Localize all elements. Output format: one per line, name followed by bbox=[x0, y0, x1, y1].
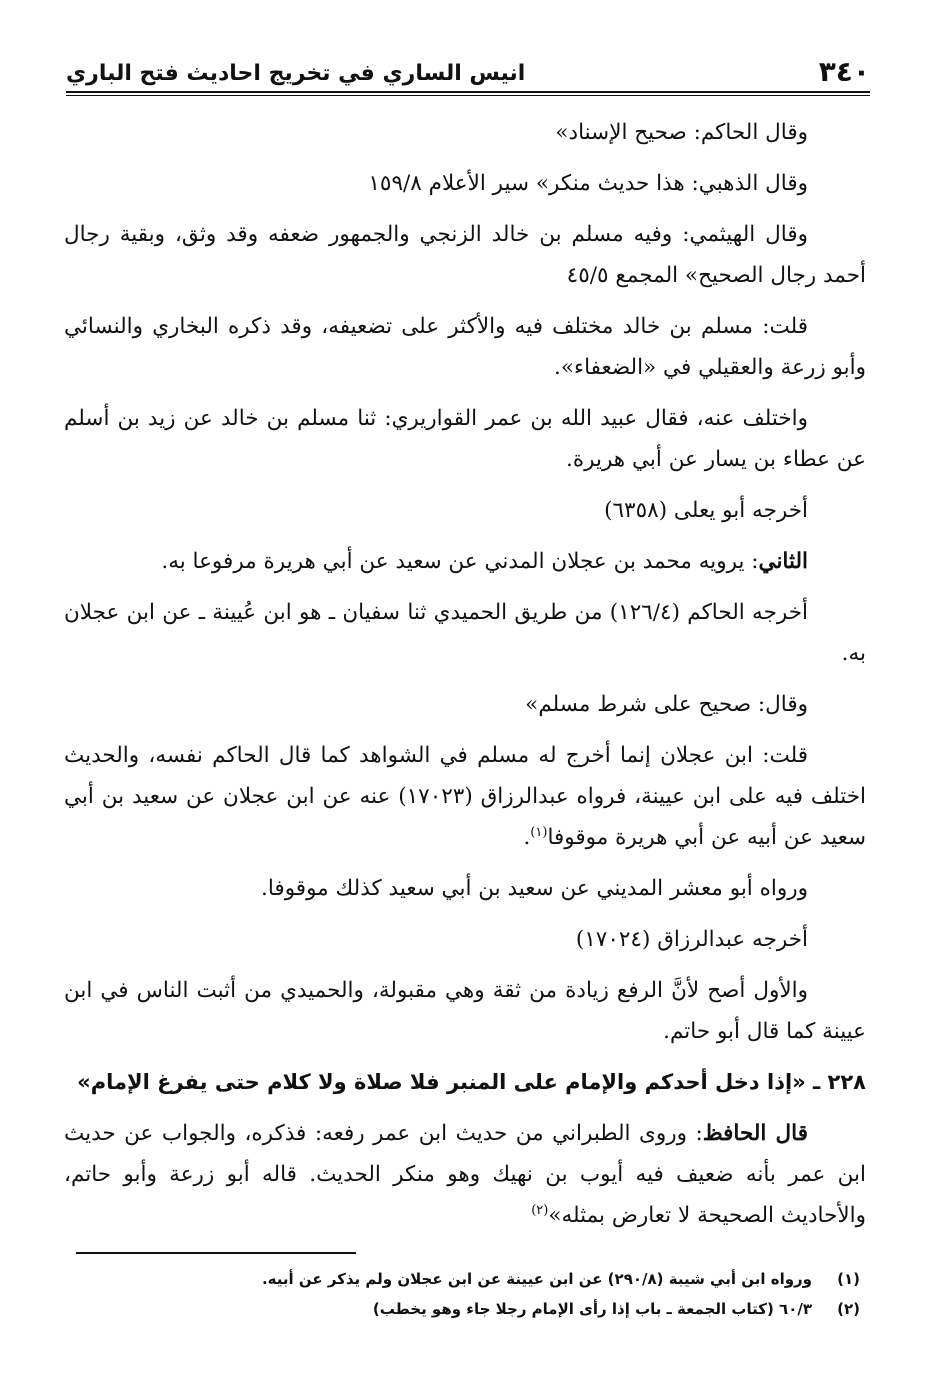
page-header bbox=[66, 52, 870, 88]
paragraph-hakim: وقال الحاكم: صحيح الإسناد» bbox=[555, 120, 808, 145]
paragraph-hakim-takhrij: أخرجه الحاكم (١٢٦/٤) من طريق الحميدي ثنا سفيان ـ هو ابن عُيينة ـ عن ابن عجلان به. bbox=[64, 600, 866, 666]
running-title: انيس الساري في تخريج احاديث فتح الباري bbox=[66, 61, 526, 86]
paragraph-conclusion: والأول أصح لأنَّ الرفع زيادة من ثقة وهي مقبولة، والحميدي من أثبت الناس في ابن عيينة كما قال أبو حاتم. bbox=[64, 978, 866, 1044]
lead-word: الثاني bbox=[758, 549, 808, 574]
footnote-text: ٦٠/٣ (كتاب الجمعة ـ باب إذا رأى الإمام رجلا جاء وهو يخطب) bbox=[372, 1300, 812, 1318]
footnote-1 bbox=[70, 1264, 860, 1294]
footnote-number: (١) bbox=[837, 1270, 860, 1288]
hadith-heading-228: ٢٢٨ ـ «إذا دخل أحدكم والإمام على المنبر فلا صلاة ولا كلام حتى يفرغ الإمام» bbox=[77, 1070, 866, 1094]
paragraph-dhahabi: وقال الذهبي: هذا حديث منكر» سير الأعلام ١٥٩/٨ bbox=[368, 171, 808, 196]
paragraph-abu-mashar: ورواه أبو معشر المديني عن سعيد بن أبي سعيد كذلك موقوفا. bbox=[261, 876, 808, 901]
paragraph-abdurrazzaq: أخرجه عبدالرزاق (١٧٠٢٤) bbox=[575, 927, 808, 952]
paragraph-qultu-1: قلت: مسلم بن خالد مختلف فيه والأكثر على تضعيفه، وقد ذكره البخاري والنسائي وأبو زرعة والعقيلي في «الضعفاء». bbox=[64, 314, 866, 380]
footnotes bbox=[70, 1264, 860, 1324]
footnote-rule bbox=[76, 1252, 356, 1254]
paragraph-hafiz: قال الحافظ: وروى الطبراني من حديث ابن عمر رفعه: فذكره، والجواب عن حديث ابن عمر بأنه ضعيف فيه أيوب بن نهيك وهو منكر الحديث. قاله أبو زرعة وأبو حاتم، والأحاديث الصحيحة لا تعارض بمثله»$^{(٢)}$ bbox=[64, 1121, 866, 1228]
page-number: ٣٤٠ bbox=[818, 55, 870, 88]
paragraph-qultu-2: قلت: ابن عجلان إنما أخرج له مسلم في الشواهد كما قال الحاكم نفسه، والحديث اختلف فيه على ابن عيينة، فرواه عبدالرزاق (١٧٠٢٣) عنه عن ابن عجلان عن سعيد بن أبي سعيد عن أبيه عن أبي هريرة موقوفا$^{(١)}$. bbox=[64, 743, 866, 850]
header-rule-thin bbox=[66, 95, 870, 96]
main-text bbox=[64, 112, 866, 1246]
footnote-number: (٢) bbox=[837, 1300, 860, 1318]
lead-word: قال الحافظ bbox=[702, 1121, 808, 1146]
header-rule bbox=[66, 91, 870, 93]
paragraph-haythami: وقال الهيثمي: وفيه مسلم بن خالد الزنجي والجمهور ضعفه وقد وثق، وبقية رجال أحمد رجال الصحيح» المجمع ٤٥/٥ bbox=[64, 222, 866, 288]
paragraph-ikhtalafa: واختلف عنه، فقال عبيد الله بن عمر القواريري: ثنا مسلم بن خالد عن زيد بن أسلم عن عطاء بن يسار عن أبي هريرة. bbox=[64, 406, 866, 472]
footnote-ref-2[interactable]: (٢) bbox=[531, 1202, 549, 1218]
footnote-ref-1[interactable]: (١) bbox=[530, 824, 548, 840]
paragraph-abu-yala: أخرجه أبو يعلى (٦٣٥٨) bbox=[604, 498, 808, 523]
paragraph-qala-sahih: وقال: صحيح على شرط مسلم» bbox=[525, 692, 808, 717]
paragraph-second-route: الثاني: يرويه محمد بن عجلان المدني عن سعيد عن أبي هريرة مرفوعا به. bbox=[161, 549, 808, 574]
footnote-2 bbox=[70, 1294, 860, 1324]
footnote-text: ورواه ابن أبي شيبة (٢٩٠/٨) عن ابن عيينة عن ابن عجلان ولم يذكر عن أبيه. bbox=[261, 1270, 812, 1288]
